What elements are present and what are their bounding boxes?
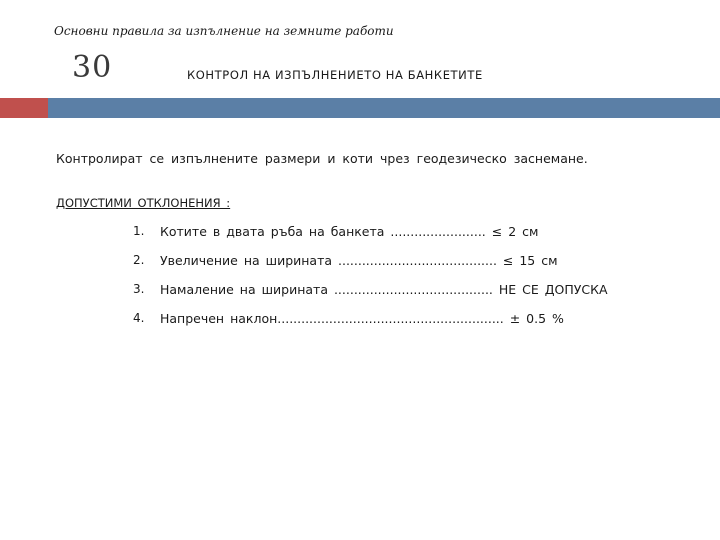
list-item-text: Напречен наклон......................................................... ± 0.5 % <box>160 311 564 326</box>
presentation-subtitle: Основни правила за изпълнение на земните работи <box>54 24 394 38</box>
list-item <box>0 282 720 302</box>
section-heading: ДОПУСТИМИ ОТКЛОНЕНИЯ : <box>56 196 231 210</box>
list-item-number: 3. <box>133 282 145 296</box>
slide-title: КОНТРОЛ НА ИЗПЪЛНЕНИЕТО НА БАНКЕТИТЕ <box>187 68 483 82</box>
list-item-number: 2. <box>133 253 145 267</box>
list-item <box>0 311 720 331</box>
intro-text: Контролират се изпълнените размери и коти чрез геодезическо заснемане. <box>56 151 588 166</box>
list-item-text: Котите в двата ръба на банкета ........................ ≤ 2 см <box>160 224 539 239</box>
list-item <box>0 253 720 273</box>
list-item-number: 1. <box>133 224 145 238</box>
list-item-text: Увеличение на ширината ........................................ ≤ 15 см <box>160 253 558 268</box>
list-item <box>0 224 720 244</box>
slide-number: 30 <box>72 50 113 85</box>
list-item-number: 4. <box>133 311 145 325</box>
list-item-text: Намаление на ширината ........................................ НЕ СЕ ДОПУСКА <box>160 282 608 297</box>
